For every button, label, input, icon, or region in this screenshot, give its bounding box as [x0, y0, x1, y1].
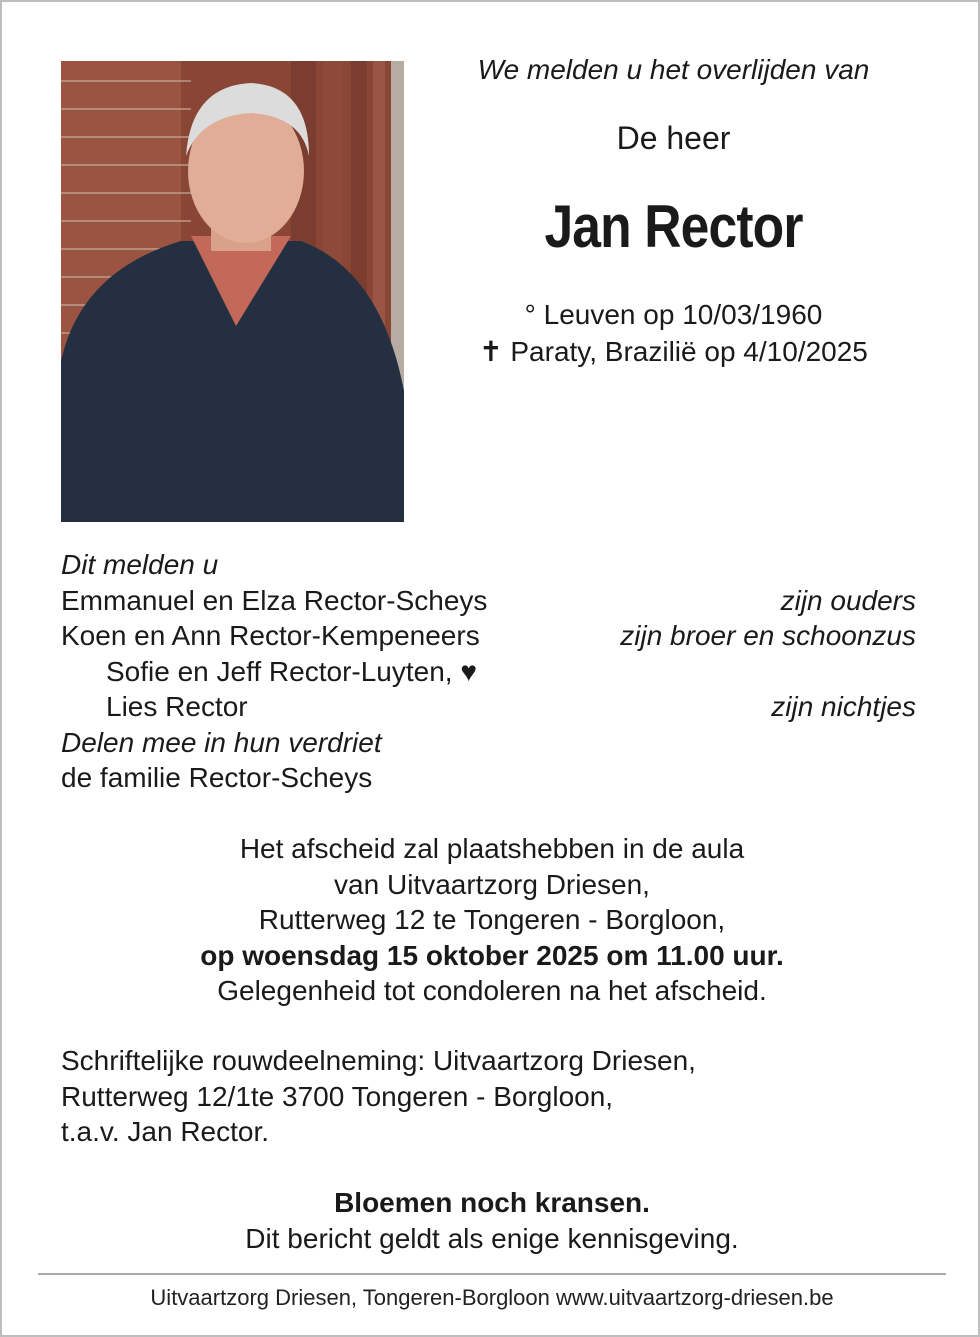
ceremony-info	[2, 831, 980, 1009]
family-relation: zijn nichtjes	[771, 691, 916, 722]
death-info: ✝ Paraty, Brazilië op 4/10/2025	[479, 336, 868, 367]
footer-divider	[38, 1273, 946, 1275]
ceremony-line: Het afscheid zal plaatshebben in de aula	[239, 833, 745, 864]
ceremony-line: Gelegenheid tot condoleren na het afscheid.	[217, 975, 767, 1006]
ceremony-datetime: op woensdag 15 oktober 2025 om 11.00 uur.	[200, 939, 784, 971]
share-intro: Delen mee in hun verdriet	[61, 726, 382, 758]
ceremony-line: Rutterweg 12 te Tongeren - Borgloon,	[258, 904, 726, 935]
portrait-photo	[61, 61, 404, 522]
closing-notes	[2, 1185, 980, 1256]
condolence-line: Schriftelijke rouwdeelneming: Uitvaartzorg Driesen,	[61, 1045, 696, 1076]
deceased-name: Jan Rector	[544, 193, 803, 260]
footer-text: Uitvaartzorg Driesen, Tongeren-Borgloon www.uitvaartzorg-driesen.be	[150, 1285, 834, 1310]
family-names: Emmanuel en Elza Rector-Scheys	[61, 584, 488, 616]
salutation: De heer	[616, 120, 731, 156]
family-names: Sofie en Jeff Rector-Luyten, ♥	[106, 655, 477, 687]
family-row	[61, 654, 916, 690]
portrait-illustration	[61, 61, 404, 522]
family-names: Lies Rector	[106, 691, 248, 722]
flowers-note: Bloemen noch kransen.	[334, 1187, 650, 1218]
family-list	[61, 547, 916, 796]
announcement-text: We melden u het overlijden van	[477, 54, 870, 85]
family-row	[61, 583, 916, 619]
condolence-line: t.a.v. Jan Rector.	[61, 1116, 270, 1147]
family-relation: zijn broer en schoonzus	[620, 620, 916, 651]
notice-note: Dit bericht geldt als enige kennisgeving.	[245, 1222, 739, 1254]
family-row	[61, 618, 916, 654]
condolence-address	[61, 1043, 921, 1150]
family-row	[61, 689, 916, 725]
birth-info: ° Leuven op 10/03/1960	[524, 299, 823, 330]
family-relation: zijn ouders	[780, 584, 916, 616]
condolence-line: Rutterweg 12/1te 3700 Tongeren - Borgloon,	[61, 1080, 614, 1112]
family-intro: Dit melden u	[61, 549, 219, 580]
family-names: Koen en Ann Rector-Kempeneers	[61, 620, 480, 651]
family-name: de familie Rector-Scheys	[61, 762, 373, 793]
ceremony-line: van Uitvaartzorg Driesen,	[334, 868, 650, 900]
